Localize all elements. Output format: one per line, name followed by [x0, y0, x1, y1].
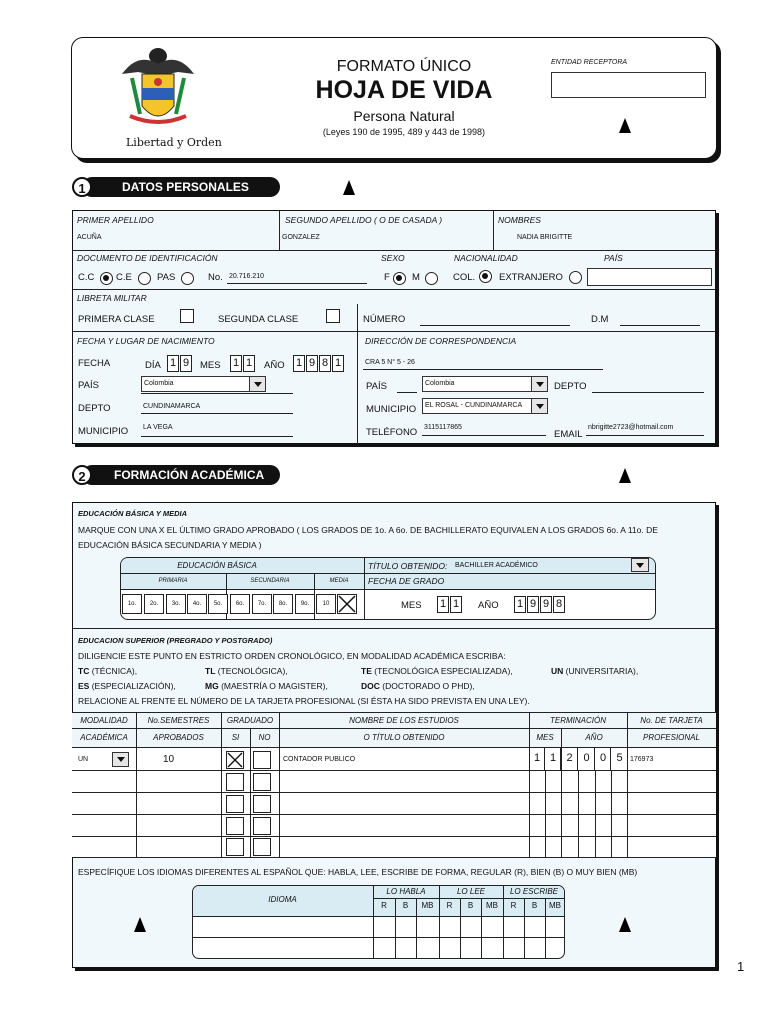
pais-corr-value: Colombia: [425, 380, 455, 387]
habla-b: B: [402, 901, 409, 910]
extranjero-radio[interactable]: [569, 271, 582, 284]
municipio-label: MUNICIPIO: [78, 426, 129, 437]
form-line1: FORMATO ÚNICO: [336, 58, 472, 75]
th-tarjeta: No. DE TARJETA: [640, 716, 703, 725]
mes-digit[interactable]: 1: [230, 355, 242, 372]
si-checkbox[interactable]: [226, 795, 244, 813]
divider: [72, 289, 716, 290]
basica-text: MARQUE CON UNA X EL ÚLTIMO GRADO APROBADO ( LOS GRADOS DE 1o. A 6o. DE BACHILLERATO EQUIVALEN A LOS GRADOS 6o. A 11o. DE EDUCACIÓN BÁSICA SECUNDARIA Y MEDIA ): [78, 525, 658, 550]
page-title: HOJA DE VIDA: [315, 76, 493, 104]
fecha-grado-label: FECHA DE GRADO: [368, 576, 445, 586]
superior-title: EDUCACION SUPERIOR (PREGRADO Y POSTGRADO): [78, 636, 273, 645]
superior-line2: [78, 666, 137, 676]
section1-number: 1: [72, 177, 92, 197]
x-mark-icon: [338, 595, 356, 613]
section2-bar: [82, 465, 280, 485]
email-label: EMAIL: [554, 429, 583, 440]
divider: [595, 770, 596, 858]
grado-anio-digit[interactable]: 9: [540, 596, 552, 613]
f-label: F: [384, 272, 390, 283]
row1-mes-digit[interactable]: 1: [530, 748, 545, 770]
row1-tarjeta[interactable]: 176973: [630, 756, 654, 763]
th-modalidad: MODALIDAD: [80, 716, 128, 725]
anio-digit[interactable]: 1: [332, 355, 344, 372]
chevron-down-icon[interactable]: [249, 377, 265, 391]
superior-line4: RELACIONE AL FRENTE EL NÚMERO DE LA TARJETA PROFESIONAL (SI ÉSTA HA SIDO PREVISTA EN UNA LEY).: [78, 696, 530, 706]
pas-label: PAS: [157, 272, 176, 283]
dia-digit[interactable]: 1: [167, 355, 179, 372]
divider: [250, 728, 251, 858]
row1-modalidad[interactable]: UN: [78, 756, 89, 763]
municipio-corr-select[interactable]: [422, 398, 548, 414]
divider: [192, 937, 565, 938]
dia-label: DÍA: [145, 360, 161, 371]
si-checkbox[interactable]: [226, 773, 244, 791]
doc-code: DOC: [361, 681, 380, 691]
pais-corr-select[interactable]: [422, 376, 548, 392]
superior-line3: [78, 681, 176, 691]
numero-label: NÚMERO: [363, 314, 406, 325]
no-label: No.: [208, 272, 223, 283]
sex-m-radio[interactable]: [425, 272, 438, 285]
telefono-label: TELÉFONO: [366, 427, 418, 438]
media-label: MEDIA: [329, 578, 349, 584]
direccion-label: DIRECCIÓN DE CORRESPONDENCIA: [365, 336, 517, 346]
titulo-value[interactable]: BACHILLER ACADÉMICO: [455, 562, 538, 569]
tc-code: TC: [78, 666, 90, 676]
mg-code: MG: [205, 681, 219, 691]
divider: [72, 728, 716, 729]
grade-box[interactable]: 9o.: [295, 594, 315, 614]
row1-no-checkbox[interactable]: [253, 751, 271, 769]
segunda-clase-checkbox[interactable]: [326, 309, 340, 323]
row1-si-checkbox[interactable]: [226, 751, 244, 769]
grade-box[interactable]: 3o.: [166, 594, 186, 614]
page-number: 1: [737, 959, 745, 974]
nacionalidad-label: NACIONALIDAD: [454, 253, 518, 263]
divider: [141, 393, 293, 394]
anio-digit[interactable]: 8: [319, 355, 331, 372]
pais-corr-label: PAÍS: [366, 381, 387, 392]
depto-corr-label: DEPTO: [554, 381, 587, 392]
escribe-r: R: [510, 901, 517, 910]
th-estudios: NOMBRE DE LOS ESTUDIOS: [349, 716, 459, 725]
divider: [439, 885, 440, 959]
direccion-field[interactable]: CRA 5 N° 5 - 26: [363, 358, 603, 370]
depto-field[interactable]: CUNDINAMARCA: [141, 402, 293, 414]
nombres-label: NOMBRES: [498, 215, 541, 225]
tc-text: (TÉCNICA),: [91, 666, 138, 676]
divider: [72, 250, 716, 251]
superior-line3: [361, 681, 475, 691]
section2-number: 2: [72, 465, 92, 485]
grado-anio-digit[interactable]: 1: [514, 596, 526, 613]
libreta-label: LIBRETA MILITAR: [77, 293, 147, 303]
chevron-down-icon: [636, 563, 644, 568]
te-text: (TECNOLÓGICA ESPECIALIZADA),: [374, 666, 513, 676]
grade-box[interactable]: 1o.: [122, 594, 142, 614]
depto-label: DEPTO: [78, 403, 111, 414]
mes-digit[interactable]: 1: [243, 355, 255, 372]
th-anio: AÑO: [585, 733, 603, 742]
fecha-label: FECHA: [78, 358, 111, 369]
dia-digit[interactable]: 9: [180, 355, 192, 372]
depto-corr-field[interactable]: [592, 381, 704, 393]
un-text: (UNIVERSITARIA),: [565, 666, 639, 676]
secundaria-label: SECUNDARIA: [250, 578, 290, 584]
superior-line2: [551, 666, 638, 676]
anio-digit[interactable]: 1: [293, 355, 305, 372]
modalidad-select-arrow[interactable]: [112, 752, 129, 767]
municipio-corr-value: EL ROSAL - CUNDINAMARCA: [425, 402, 523, 409]
idioma-header: IDIOMA: [268, 895, 297, 904]
row1-mes-digit[interactable]: 1: [546, 748, 561, 770]
escribe-mb: MB: [549, 901, 561, 910]
primera-clase-label: PRIMERA CLASE: [78, 314, 155, 325]
escribe-header: LO ESCRIBE: [509, 887, 558, 896]
anio-digit[interactable]: 9: [306, 355, 318, 372]
primaria-label: PRIMARIA: [158, 578, 188, 584]
lee-r: R: [446, 901, 453, 910]
marker-triangle-icon: [619, 917, 631, 932]
form-laws: (Leyes 190 de 1995, 489 y 443 de 1998): [322, 127, 486, 137]
divider: [192, 916, 565, 917]
no-checkbox[interactable]: [253, 817, 271, 835]
grado-anio-digit[interactable]: 9: [527, 596, 539, 613]
chevron-down-icon[interactable]: [531, 399, 547, 413]
divider: [357, 331, 358, 444]
grade-box[interactable]: 10: [316, 594, 336, 614]
th-semestres: No.SEMESTRES: [147, 716, 210, 725]
grado-anio-label: AÑO: [478, 600, 499, 611]
superior-line2: [361, 666, 513, 676]
dm-field[interactable]: [620, 314, 700, 326]
section1-bar: [82, 177, 280, 197]
divider: [120, 589, 364, 590]
row1-anio-digit[interactable]: 5: [612, 748, 627, 770]
doc-text: (DOCTORADO O PHD),: [382, 681, 475, 691]
numero-field[interactable]: [420, 314, 570, 326]
lee-mb: MB: [486, 901, 498, 910]
marker-triangle-icon: [619, 468, 631, 483]
col-label: COL.: [453, 272, 476, 283]
segundo-apellido-value[interactable]: GONZALEZ: [282, 234, 320, 241]
th-academica: ACADÉMICA: [80, 733, 128, 742]
cc-radio[interactable]: [100, 272, 113, 285]
basica-title: EDUCACIÓN BÁSICA Y MEDIA: [78, 509, 188, 518]
email-field[interactable]: nbrigitte2723@hotmail.com: [586, 423, 704, 436]
pais-nac-select[interactable]: [141, 376, 266, 392]
entity-label: ENTIDAD RECEPTORA: [551, 59, 628, 66]
anio-label: AÑO: [264, 360, 285, 371]
chevron-down-icon: [117, 757, 125, 762]
divider: [493, 211, 494, 250]
coat-of-arms-icon: [118, 44, 198, 132]
row1-estudio[interactable]: CONTADOR PUBLICO: [283, 756, 356, 763]
es-text: (ESPECIALIZACIÓN),: [91, 681, 176, 691]
th-titulo: O TÍTULO OBTENIDO: [363, 733, 445, 742]
divider: [373, 885, 374, 959]
grade-box[interactable]: 6o.: [230, 594, 250, 614]
grado-anio-digit[interactable]: 8: [553, 596, 565, 613]
lee-b: B: [467, 901, 474, 910]
sexo-label: SEXO: [381, 253, 405, 263]
habla-mb: MB: [421, 901, 434, 910]
superior-line3: [205, 681, 328, 691]
pais-underline: [397, 381, 417, 393]
si-checkbox[interactable]: [226, 817, 244, 835]
no-checkbox[interactable]: [253, 795, 271, 813]
ce-radio[interactable]: [138, 272, 151, 285]
row1-anio-digit[interactable]: 0: [596, 748, 611, 770]
no-checkbox[interactable]: [253, 773, 271, 791]
grade-box[interactable]: 2o.: [144, 594, 164, 614]
grade-11-checked-box[interactable]: [337, 594, 357, 614]
grado-mes-digit[interactable]: 1: [450, 596, 462, 613]
primer-apellido-value[interactable]: ACUÑA: [77, 234, 102, 241]
ce-label: C.E: [116, 272, 132, 283]
th-mes: MES: [536, 733, 554, 742]
segundo-apellido-label: SEGUNDO APELLIDO ( O DE CASADA ): [285, 215, 443, 225]
titulo-label: TÍTULO OBTENIDO:: [368, 561, 448, 571]
row1-anio-digit[interactable]: 0: [579, 748, 595, 770]
grado-mes-digit[interactable]: 1: [437, 596, 449, 613]
row1-anio-digit[interactable]: 2: [562, 748, 578, 770]
col-radio[interactable]: [479, 270, 492, 283]
form-subtitle: Persona Natural: [353, 108, 455, 124]
sex-f-radio[interactable]: [393, 272, 406, 285]
marker-triangle-icon: [343, 180, 355, 195]
habla-header: LO HABLA: [386, 887, 426, 896]
marker-triangle-icon: [619, 118, 631, 133]
divider: [72, 331, 716, 332]
th-si: SI: [231, 733, 240, 742]
grade-box[interactable]: 8o.: [273, 594, 293, 614]
divider: [611, 770, 612, 858]
chevron-down-icon[interactable]: [531, 377, 547, 391]
entity-input[interactable]: [551, 72, 706, 98]
es-code: ES: [78, 681, 90, 691]
grade-box[interactable]: 5o.: [208, 594, 228, 614]
divider: [357, 304, 358, 331]
pais-label: PAÍS: [604, 253, 623, 263]
nacimiento-label: FECHA Y LUGAR DE NACIMIENTO: [77, 336, 215, 346]
th-terminacion: TERMINACIÓN: [550, 716, 606, 725]
motto: Libertad y Orden: [126, 136, 222, 149]
divider: [364, 589, 656, 590]
pas-radio[interactable]: [181, 272, 194, 285]
escribe-b: B: [531, 901, 538, 910]
th-aprobados: APROBADOS: [153, 733, 204, 742]
divider: [503, 885, 504, 959]
si-checkbox[interactable]: [226, 838, 244, 856]
municipio-corr-label: MUNICIPIO: [366, 404, 417, 415]
nombres-value[interactable]: NADIA BRIGITTE: [517, 234, 573, 241]
superior-line1: DILIGENCIE ESTE PUNTO EN ESTRICTO ORDEN CRONOLÓGICO, EN MODALIDAD ACADÉMICA ESCRIBA:: [78, 651, 506, 661]
un-code: UN: [551, 666, 564, 676]
primer-apellido-label: PRIMER APELLIDO: [77, 215, 154, 225]
th-graduado: GRADUADO: [226, 716, 274, 725]
marker-triangle-icon: [134, 917, 146, 932]
divider: [279, 211, 280, 250]
segunda-clase-label: SEGUNDA CLASE: [218, 314, 299, 325]
lee-header: LO LEE: [456, 887, 485, 896]
divider: [578, 770, 579, 858]
tl-text: (TECNOLÓGICA),: [217, 666, 288, 676]
grade-box[interactable]: 7o.: [252, 594, 272, 614]
tl-code: TL: [205, 666, 216, 676]
pais-nac-value: Colombia: [144, 380, 174, 387]
m-label: M: [412, 272, 420, 283]
divider: [72, 814, 716, 815]
titulo-select-arrow[interactable]: [631, 558, 649, 572]
municipio-field[interactable]: LA VEGA: [141, 423, 293, 437]
doc-label: DOCUMENTO DE IDENTIFICACIÓN: [77, 253, 218, 263]
ed-basica-label: EDUCACIÓN BÁSICA: [177, 561, 257, 570]
divider: [545, 770, 546, 858]
primera-clase-checkbox[interactable]: [180, 309, 194, 323]
pais-nac-label: PAÍS: [78, 380, 99, 391]
mg-text: (MAESTRÍA O MAGISTER),: [221, 681, 328, 691]
divider: [120, 573, 656, 574]
section2-title: FORMACIÓN ACADÉMICA: [114, 468, 265, 482]
habla-r: R: [381, 901, 387, 910]
cc-label: C.C: [78, 272, 95, 283]
x-mark-icon: [227, 752, 243, 768]
divider: [72, 770, 716, 771]
divider: [373, 898, 565, 899]
grade-box[interactable]: 4o.: [187, 594, 207, 614]
th-no: NO: [258, 733, 271, 742]
extranjero-label: EXTRANJERO: [499, 272, 563, 283]
mes-label: MES: [200, 360, 221, 371]
doc-number-field[interactable]: 20.716.210: [227, 272, 367, 284]
telefono-field[interactable]: 3115117865: [422, 423, 546, 436]
no-checkbox[interactable]: [253, 838, 271, 856]
divider: [72, 792, 716, 793]
dm-label: D.M: [591, 314, 609, 325]
row1-semestres[interactable]: 10: [163, 754, 175, 765]
divider: [72, 628, 716, 629]
section1-title: DATOS PERSONALES: [122, 180, 249, 194]
grado-mes-label: MES: [401, 600, 422, 611]
divider: [72, 836, 716, 837]
idiomas-text: ESPECÍFIQUE LOS IDIOMAS DIFERENTES AL ESPAÑOL QUE: HABLA, LEE, ESCRIBE DE FORMA, REGULAR (R), BIEN (B) O MUY BIEN (MB): [78, 867, 638, 877]
te-code: TE: [361, 666, 372, 676]
pais-input[interactable]: [587, 268, 712, 286]
superior-line2: [205, 666, 288, 676]
th-profesional: PROFESIONAL: [643, 733, 700, 742]
